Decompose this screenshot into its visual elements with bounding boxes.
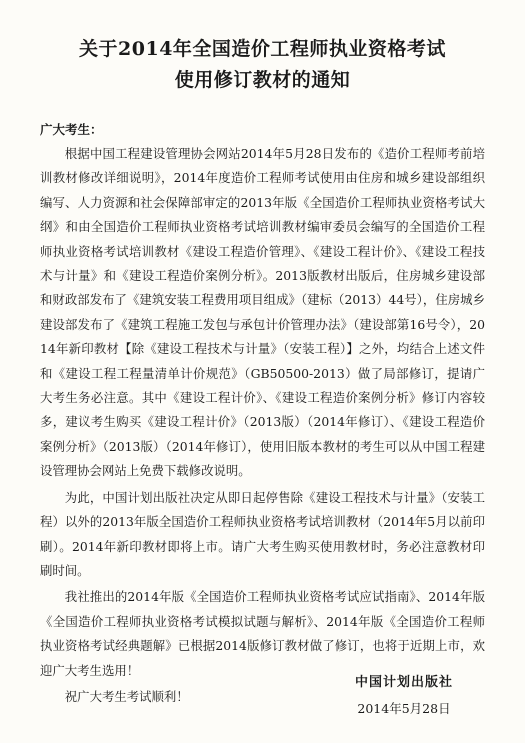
publisher-name: 中国计划出版社 xyxy=(354,675,453,690)
notice-date: 2014年5月28日 xyxy=(357,701,451,716)
paragraph-1: 根据中国工程建设管理协会网站2014年5月28日发布的《造价工程师考前培训教材修改详细说明》，2014年度造价工程师考试使用由住房和城乡建设部组织编写、人力资源和社会保障部审定的2013年版《全国造价工程师执业资格考试大纲》和由全国造价工程师执业资格考试培训教材编审委员会编写的全国造价工程师执业资格考试培训教材《建设工程造价管理》、《建设工程计价》、《建设工程技术与计量》和《建设工程造价案例分析》。2013版教材出版后，住房城乡建设部和财政部发布了《建筑安装工程费用项目组成》（建标（2013）44号），住房城乡建设部发布了《建筑工程施工发包与承包计价管理办法》（建设部第16号令），2014年新印教材【除《建设工程技术与计量》（安装工程）】之外，均结合上述文件和《建设工程工程量清单计价规范》（GB50500-2013）做了局部修订，提请广大考生务必注意。其中《建设工程计价》、《建设工程造价案例分析》修订内容较多，建议考生购买《建设工程计价》（2013版）（2014年修订）、《建设工程造价案例分析》（2013版）（2014年修订），使用旧版本教材的考生可以从中国工程建设管理协会网站上免费下载修改说明。 xyxy=(40,146,485,479)
greeting: 广大考生： xyxy=(40,122,103,137)
title-line-2: 使用修订教材的通知 xyxy=(174,69,351,91)
paragraph-3: 我社推出的2014年版《全国造价工程师执业资格考试应试指南》、2014年版《全国造价工程师执业资格考试模拟试题与解析》、2014年版《全国造价工程师执业资格考试经典题解》已根据2014版修订教材做了修订，也将于近期上市，欢迎广大考生选用！ xyxy=(40,589,485,678)
paragraph-4: 祝广大考生考试顺利！ xyxy=(64,688,189,704)
notice-title xyxy=(40,34,485,96)
title-line-1: 关于2014年全国造价工程师执业资格考试 xyxy=(79,38,446,60)
paragraph-2: 为此，中国计划出版社决定从即日起停售除《建设工程技术与计量》（安装工程）以外的2013年版全国造价工程师执业资格考试培训教材（2014年5月以前印刷）。2014年新印教材即将上市。请广大考生购买使用教材时，务必注意教材印刷时间。 xyxy=(40,489,485,578)
signature-block xyxy=(355,672,453,720)
